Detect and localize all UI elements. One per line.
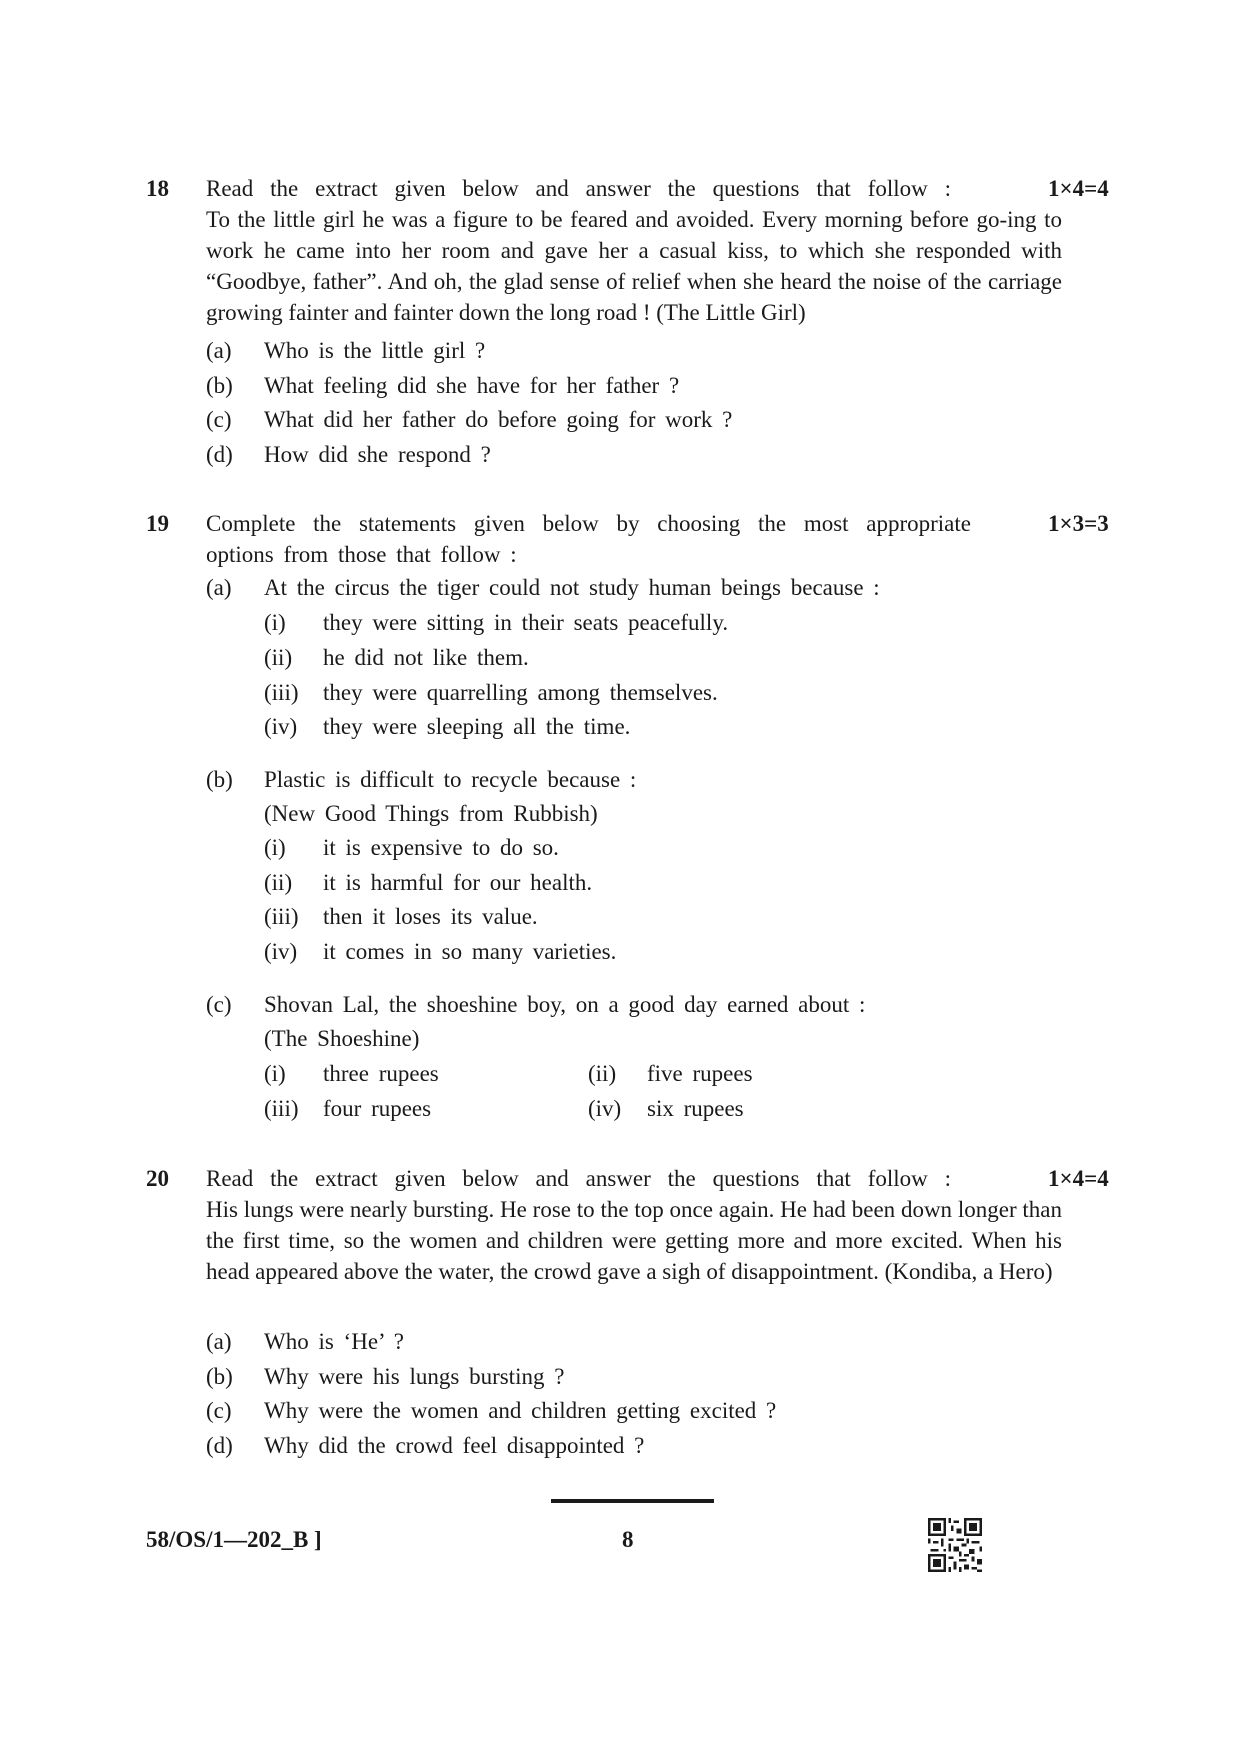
sub-question-b xyxy=(206,373,233,399)
option-text: it is harmful for our health. xyxy=(323,870,593,895)
sub-question-text: Why were the women and children getting excited ? xyxy=(264,1398,777,1423)
instruction: Read the extract given below and answer the questions that follow : xyxy=(206,1166,951,1191)
item-label: (d) xyxy=(206,1433,233,1458)
option-label: (ii) xyxy=(588,1061,617,1086)
part-text: Plastic is difficult to recycle because : xyxy=(264,767,637,792)
option-text: five rupees xyxy=(647,1061,753,1086)
option-label: (iii) xyxy=(264,904,299,929)
part-source: (New Good Things from Rubbish) xyxy=(264,801,598,826)
sub-question-text: Why did the crowd feel disappointed ? xyxy=(264,1433,645,1458)
question-stem xyxy=(206,508,1062,570)
option-label: (iii) xyxy=(264,1096,299,1121)
item-label: (c) xyxy=(206,1398,232,1423)
passage: His lungs were nearly bursting. He rose to the top once again. He had been down longer than the first time, so the women and children were getting more and more excited. When his head appeared above the water, the crowd gave a sigh of disappointment. (Kondiba, a Hero) xyxy=(206,1197,1062,1284)
qr-code-icon xyxy=(928,1518,982,1572)
option-text: he did not like them. xyxy=(323,645,529,670)
page-number: 8 xyxy=(622,1527,634,1552)
option-text: it is expensive to do so. xyxy=(323,835,559,860)
option-label: (i) xyxy=(264,1061,286,1086)
footer-divider xyxy=(551,1499,714,1503)
option-label: (ii) xyxy=(264,645,293,670)
question-stem xyxy=(206,1163,1062,1287)
item-label: (d) xyxy=(206,442,233,467)
item-label: (b) xyxy=(206,1364,233,1389)
item-label: (a) xyxy=(206,338,232,363)
sub-question-c xyxy=(206,407,232,433)
part-source: (The Shoeshine) xyxy=(264,1026,420,1051)
sub-question-text: Who is the little girl ? xyxy=(264,338,486,363)
item-label: (b) xyxy=(206,373,233,398)
part-label: (c) xyxy=(206,992,232,1017)
option-text: then it loses its value. xyxy=(323,904,538,929)
option-label: (i) xyxy=(264,610,286,635)
option-label: (i) xyxy=(264,835,286,860)
option-text: they were quarrelling among themselves. xyxy=(323,680,718,705)
instruction-line: options from those that follow : xyxy=(206,542,517,567)
sub-question-text: How did she respond ? xyxy=(264,442,491,467)
question-number: 19 xyxy=(146,511,169,536)
item-label: (a) xyxy=(206,1329,232,1354)
question-number: 20 xyxy=(146,1166,169,1191)
marks-label: 1×4=4 xyxy=(1048,1166,1109,1191)
option-label: (iv) xyxy=(264,714,298,739)
part-text: Shovan Lal, the shoeshine boy, on a good day earned about : xyxy=(264,992,866,1017)
option-label: (iv) xyxy=(588,1096,622,1121)
instruction: Read the extract given below and answer the questions that follow : xyxy=(206,176,951,201)
sub-question-text: Why were his lungs bursting ? xyxy=(264,1364,565,1389)
paper-code: 58/OS/1—202_B ] xyxy=(146,1527,322,1552)
option-label: (iii) xyxy=(264,680,299,705)
sub-question-d xyxy=(206,442,233,468)
instruction-line: Complete the statements given below by choosing the most appropriate xyxy=(206,511,971,536)
option-label: (ii) xyxy=(264,870,293,895)
option-text: it comes in so many varieties. xyxy=(323,939,617,964)
sub-question-text: What did her father do before going for work ? xyxy=(264,407,733,432)
sub-question-a xyxy=(206,338,232,364)
part-text: At the circus the tiger could not study human beings because : xyxy=(264,575,880,600)
option-text: they were sitting in their seats peacefully. xyxy=(323,610,729,635)
option-label: (iv) xyxy=(264,939,298,964)
option-text: three rupees xyxy=(323,1061,439,1086)
option-text: six rupees xyxy=(647,1096,744,1121)
item-label: (c) xyxy=(206,407,232,432)
sub-question-text: Who is ‘He’ ? xyxy=(264,1329,404,1354)
passage: To the little girl he was a figure to be feared and avoided. Every morning before go-ing to work he came into her room and gave her a casual kiss, to which she responded with “Goodbye, father”. And oh, the glad sense of relief when she heard the noise of the carriage growing fainter and fainter down the long road ! (The Little Girl) xyxy=(206,207,1062,325)
part-label: (b) xyxy=(206,767,233,792)
part-label: (a) xyxy=(206,575,232,600)
question-stem xyxy=(206,173,1062,328)
marks-label: 1×3=3 xyxy=(1048,511,1109,536)
option-text: they were sleeping all the time. xyxy=(323,714,631,739)
sub-question-text: What feeling did she have for her father ? xyxy=(264,373,680,398)
question-number: 18 xyxy=(146,176,169,201)
marks-label: 1×4=4 xyxy=(1048,176,1109,201)
option-text: four rupees xyxy=(323,1096,432,1121)
